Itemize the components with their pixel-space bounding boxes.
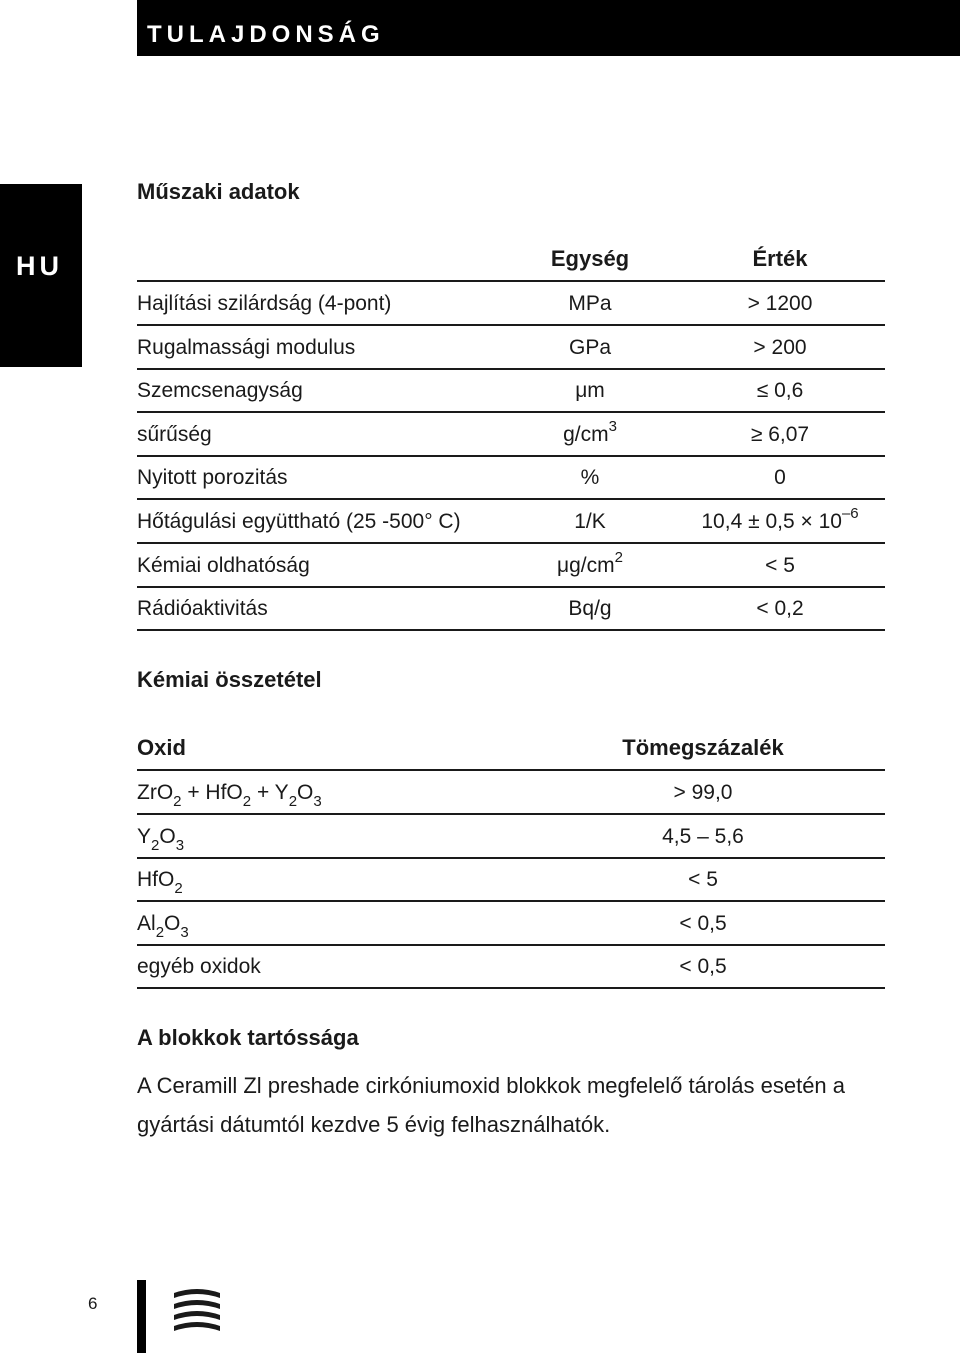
table-row <box>137 772 885 815</box>
property-value <box>683 334 877 362</box>
language-tab <box>0 184 82 367</box>
header-bar <box>137 0 960 56</box>
formula-subscript: 2 <box>242 793 252 811</box>
composition-header-rule <box>137 769 885 771</box>
formula-subscript: 3 <box>175 836 185 854</box>
oxide-formula <box>137 910 189 941</box>
table-row <box>137 414 885 457</box>
property-value <box>683 421 877 449</box>
property-value <box>683 377 877 405</box>
shelf-life-heading: A blokkok tartóssága <box>137 1025 359 1050</box>
property-unit <box>489 548 691 580</box>
technical-data-heading: Műszaki adatok <box>137 179 300 204</box>
formula-text: egyéb oxidok <box>137 955 261 979</box>
table-row <box>137 816 885 859</box>
unit-text: μm <box>575 379 605 403</box>
formula-text: Y <box>137 824 152 848</box>
formula-text: O <box>297 781 314 804</box>
value-text: < 0,2 <box>756 597 804 621</box>
value-text: 10,4 ± 0,5 × 10 <box>701 510 842 533</box>
formula-subscript: 2 <box>151 836 160 854</box>
table-row <box>137 903 885 946</box>
mass-percent: 4,5 – 5,6 <box>662 824 744 848</box>
oxide-column-header: Oxid <box>137 735 186 760</box>
unit-text: Bq/g <box>568 597 612 621</box>
value-text: > 1200 <box>747 292 813 315</box>
footer-rule <box>137 1280 146 1353</box>
oxide-formula <box>137 866 183 898</box>
unit-text: % <box>580 466 600 490</box>
unit-exponent: 2 <box>614 548 623 566</box>
unit-text: μg/cm <box>557 553 615 577</box>
formula-text: Al <box>137 911 156 935</box>
value-text: ≤ 0,6 <box>756 379 804 403</box>
table-row <box>137 457 885 500</box>
property-unit <box>489 334 691 362</box>
property-unit <box>489 377 691 405</box>
table-row <box>137 859 885 902</box>
table-row <box>137 588 885 631</box>
property-name: sűrűség <box>137 422 212 446</box>
property-unit <box>489 508 691 536</box>
property-unit <box>489 595 691 623</box>
oxide-formula <box>137 779 322 811</box>
oxide-formula <box>137 823 185 854</box>
table-row <box>137 283 885 326</box>
mass-percent: < 5 <box>688 868 718 892</box>
table-header-rule <box>137 280 885 282</box>
table-row <box>137 327 885 370</box>
formula-subscript: 2 <box>288 793 298 811</box>
table-row <box>137 370 885 413</box>
property-name: Kémiai oldhatóság <box>137 553 310 577</box>
unit-text: MPa <box>568 292 612 315</box>
oxide-formula <box>137 953 261 981</box>
formula-subscript: 2 <box>174 880 183 898</box>
property-name: Hőtágulási együttható (25 -500° C) <box>137 510 461 533</box>
formula-text: HfO <box>137 868 175 892</box>
formula-subscript: 2 <box>155 923 165 941</box>
unit-text: GPa <box>568 335 612 359</box>
manufacturer-wave-logo-icon <box>172 1287 222 1333</box>
shelf-life-text: A Ceramill Zl preshade cirkóniumoxid blokkok megfelelő tárolás esetén a gyártási dátumtól kezdve 5 évig felhasználhatók. <box>137 1073 846 1137</box>
table-row <box>137 545 885 588</box>
property-name: Nyitott porozitás <box>137 466 288 490</box>
value-text: < 5 <box>765 553 795 577</box>
language-label: HU <box>16 251 63 281</box>
property-value <box>683 464 877 492</box>
value-text: 0 <box>774 466 786 490</box>
value-column-header: Érték <box>752 246 808 271</box>
unit-column-header: Egység <box>550 246 630 271</box>
formula-text: + HfO <box>181 781 243 804</box>
mass-percent: > 99,0 <box>673 781 733 804</box>
formula-text: + Y <box>251 781 289 804</box>
formula-text: ZrO <box>137 781 174 804</box>
value-text: ≥ 6,07 <box>750 422 810 446</box>
property-value <box>683 290 877 318</box>
percent-column-header: Tömegszázalék <box>622 735 784 760</box>
formula-subscript: 2 <box>173 793 182 811</box>
property-name: Rugalmassági modulus <box>137 335 356 359</box>
property-name: Szemcsenagyság <box>137 379 303 403</box>
value-exponent: –6 <box>841 505 859 522</box>
mass-percent: < 0,5 <box>679 911 727 935</box>
unit-exponent: 3 <box>608 417 617 435</box>
unit-text: g/cm <box>563 422 609 446</box>
property-value <box>683 595 877 623</box>
composition-heading: Kémiai összetétel <box>137 667 322 692</box>
formula-subscript: 3 <box>313 793 322 811</box>
formula-text: O <box>164 911 181 935</box>
value-text: > 200 <box>753 335 807 359</box>
property-value <box>683 552 877 580</box>
property-name: Rádióaktivitás <box>137 597 268 621</box>
page-number: 6 <box>88 1294 98 1313</box>
page-title: TULAJDONSÁG <box>147 21 385 48</box>
table-row <box>137 946 885 989</box>
unit-text: 1/K <box>574 510 606 533</box>
table-row <box>137 501 885 544</box>
property-unit <box>489 290 691 318</box>
formula-subscript: 3 <box>180 923 189 941</box>
formula-text: O <box>159 824 176 848</box>
property-value <box>683 505 877 536</box>
mass-percent: < 0,5 <box>679 955 727 979</box>
property-unit <box>489 417 691 449</box>
property-name: Hajlítási szilárdság (4-pont) <box>137 292 392 315</box>
property-unit <box>489 464 691 492</box>
